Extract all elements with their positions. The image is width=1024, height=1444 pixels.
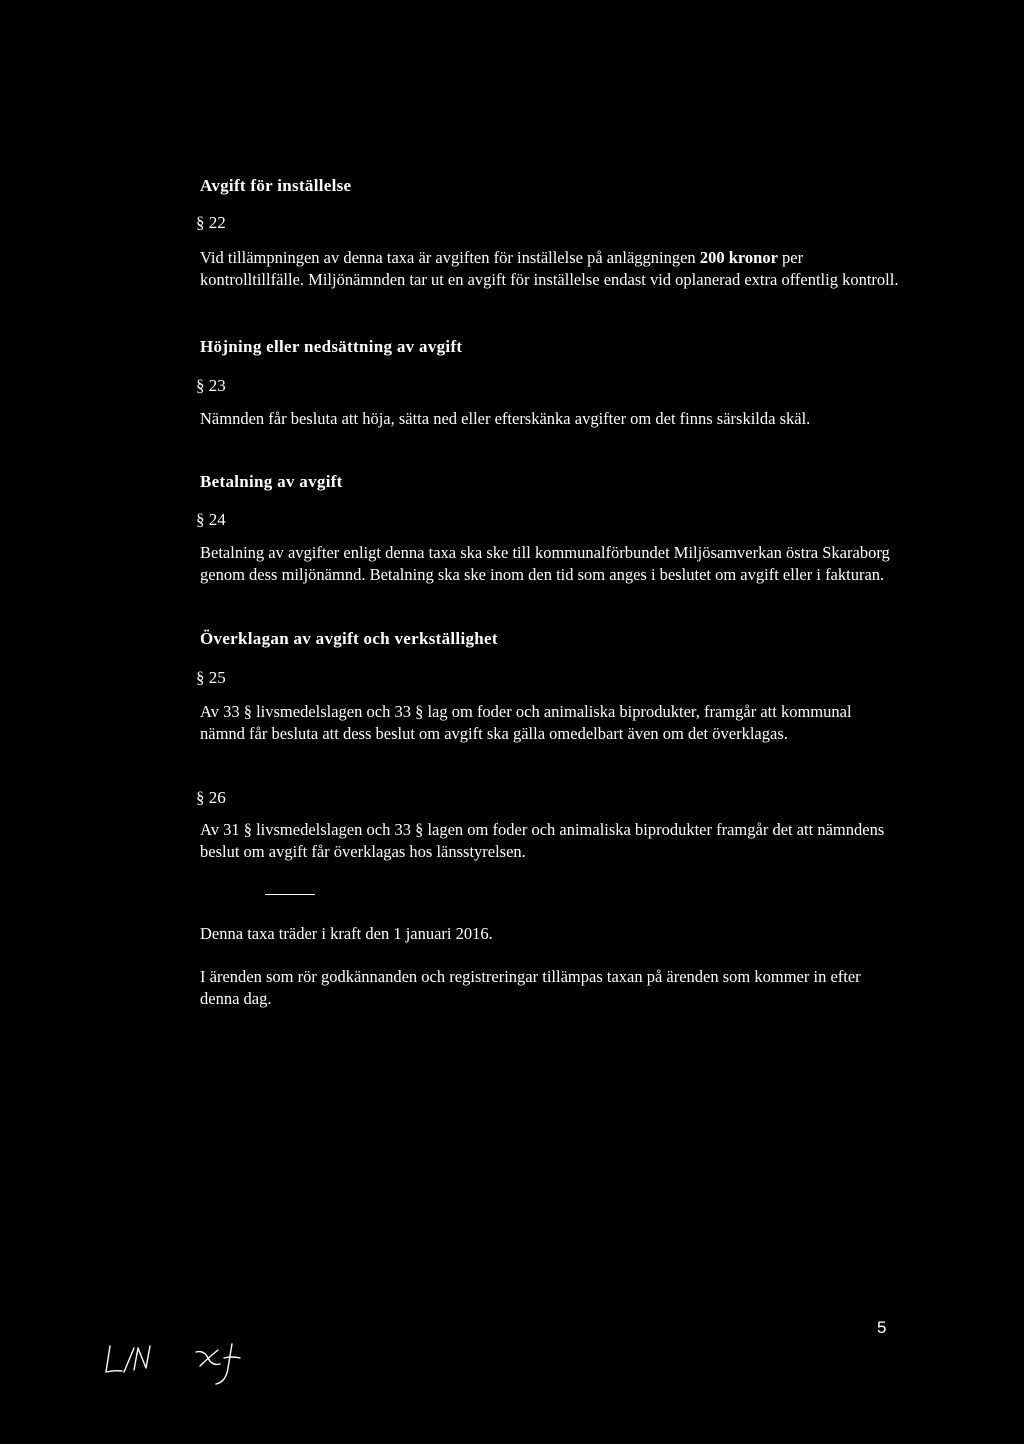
heading-betalning-av-avgift: Betalning av avgift bbox=[200, 472, 343, 491]
paragraph-22-text bbox=[200, 247, 900, 290]
paragraph-number-25: § 25 bbox=[196, 668, 226, 687]
paragraph-22-text-part1: Vid tillämpningen av denna taxa är avgiften för inställelse på anläggningen bbox=[200, 248, 700, 267]
paragraph-25-text: Av 33 § livsmedelslagen och 33 § lag om foder och animaliska biprodukter, framgår att kommunal nämnd får besluta att dess beslut om avgift ska gälla omedelbart även om det överklagas. bbox=[200, 702, 852, 743]
separator-rule bbox=[265, 894, 315, 895]
signature-initials-icon bbox=[100, 1328, 270, 1388]
paragraph-24-text: Betalning av avgifter enligt denna taxa ska ske till kommunalförbundet Miljösamverkan östra Skaraborg genom dess miljönämnd. Betalning ska ske inom den tid som anges i beslutet om avgift eller i fakturan. bbox=[200, 543, 890, 584]
paragraph-number-23: § 23 bbox=[196, 376, 226, 395]
paragraph-26-text: Av 31 § livsmedelslagen och 33 § lagen om foder och animaliska biprodukter framgår det att nämndens beslut om avgift får överklagas hos länsstyrelsen. bbox=[200, 820, 885, 861]
effective-date-text: Denna taxa träder i kraft den 1 januari 2016. bbox=[200, 924, 493, 943]
paragraph-23-text: Nämnden får besluta att höja, sätta ned eller efterskänka avgifter om det finns särskilda skäl. bbox=[200, 409, 811, 428]
paragraph-number-22: § 22 bbox=[196, 213, 226, 232]
paragraph-22-amount: 200 kronor bbox=[699, 248, 778, 267]
heading-hojning-eller-nedsattning: Höjning eller nedsättning av avgift bbox=[200, 337, 463, 356]
paragraph-number-26: § 26 bbox=[196, 788, 226, 807]
transition-note-text: I ärenden som rör godkännanden och registreringar tillämpas taxan på ärenden som kommer in efter denna dag. bbox=[200, 967, 861, 1008]
paragraph-number-24: § 24 bbox=[196, 510, 226, 529]
paragraph-22-text-part2: per kontrolltillfälle. Miljönämnden tar ut en avgift för inställelse endast vid oplanerad extra offentlig kontroll. bbox=[200, 248, 899, 289]
page-number: 5 bbox=[877, 1318, 887, 1337]
heading-avgift-for-installelse: Avgift för inställelse bbox=[200, 176, 352, 195]
heading-overklagan-av-avgift: Överklagan av avgift och verkställighet bbox=[200, 629, 498, 648]
